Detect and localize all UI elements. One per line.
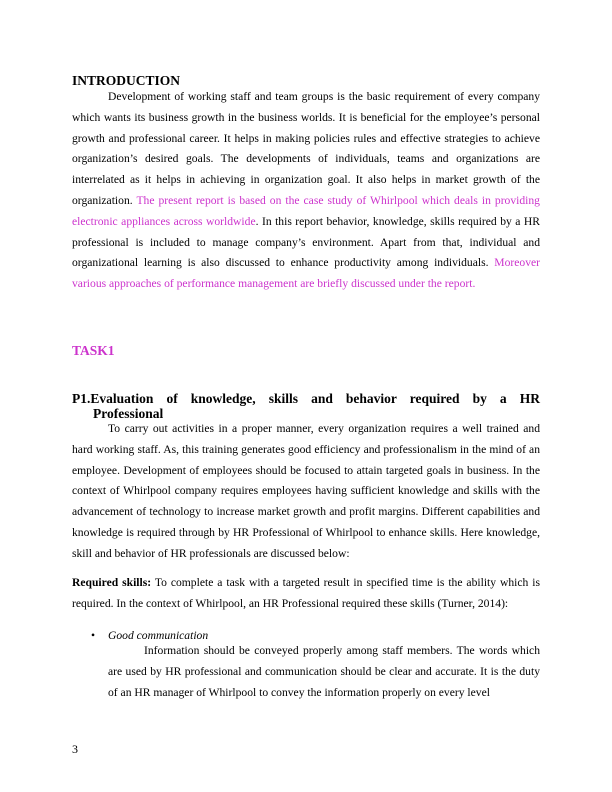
task-heading: TASK1 [72,343,115,358]
p1-heading-line2: Professional [93,406,164,421]
introduction-heading: INTRODUCTION [72,73,181,88]
required-skills-label: Required skills: [72,576,152,589]
p1-heading-line1: P1.Evaluation of knowledge, skills and behavior required by a HR [72,391,540,406]
required-skills-text: To complete a task with a targeted result in specified time is the ability which is required. In the context of Whirlpool, an HR Professional required these skills (Turner, 2014): [72,576,541,610]
intro-highlight-text-2: Moreover various approaches of performance management are briefly discussed under the report. [72,256,540,291]
introduction-paragraph [72,87,540,295]
bullet-paragraph: Information should be conveyed properly among staff members. The words which are used by HR professional and communication should be clear and accurate. It is the duty of an HR manager of Whirlpool to convey the information properly on every level [108,644,540,699]
p1-section-heading [72,391,540,421]
bullet-icon: • [91,629,96,642]
intro-text-rest: . In this report behavior, knowledge, skills required by a HR professional is included to manage company’s environment. Apart from that, individual and organizational learning is also discussed to enhance productivity among individuals. [72,214,540,270]
page-number: 3 [72,742,78,756]
bullet-label-good-communication: Good communication [108,629,209,642]
intro-text: Development of working staff and team groups is the basic requirement of every company which wants its business growth in the business worlds. It is beneficial for the employee’s personal growth and professional career. It helps in making policies rules and effective strategies to achieve organization’s desired goals. The developments of individuals, teams and organizations are interrelated as it helps in achieving in organization goal. It also helps in market growth of the organization. [72,90,540,207]
intro-highlight-text: The present report is based on the case study of Whirlpool which deals in providing electronic appliances across worldwide [72,193,540,228]
required-skills-paragraph [72,573,540,615]
p1-paragraph: To carry out activities in a proper manner, every organization requires a well trained and hard working staff. As, this training generates good efficiency and professionalism in the mind of an employee. Development of employees should be focused to attain targeted goals in business. In the context of Whirlpool company requires employees having sufficient knowledge and skills with the advancement of technology to increase market growth and profit margins. Different capabilities and knowledge is required through by HR Professional of Whirlpool to enhance skills. Here knowledge, skill and behavior of HR professionals are discussed below: [72,422,540,560]
